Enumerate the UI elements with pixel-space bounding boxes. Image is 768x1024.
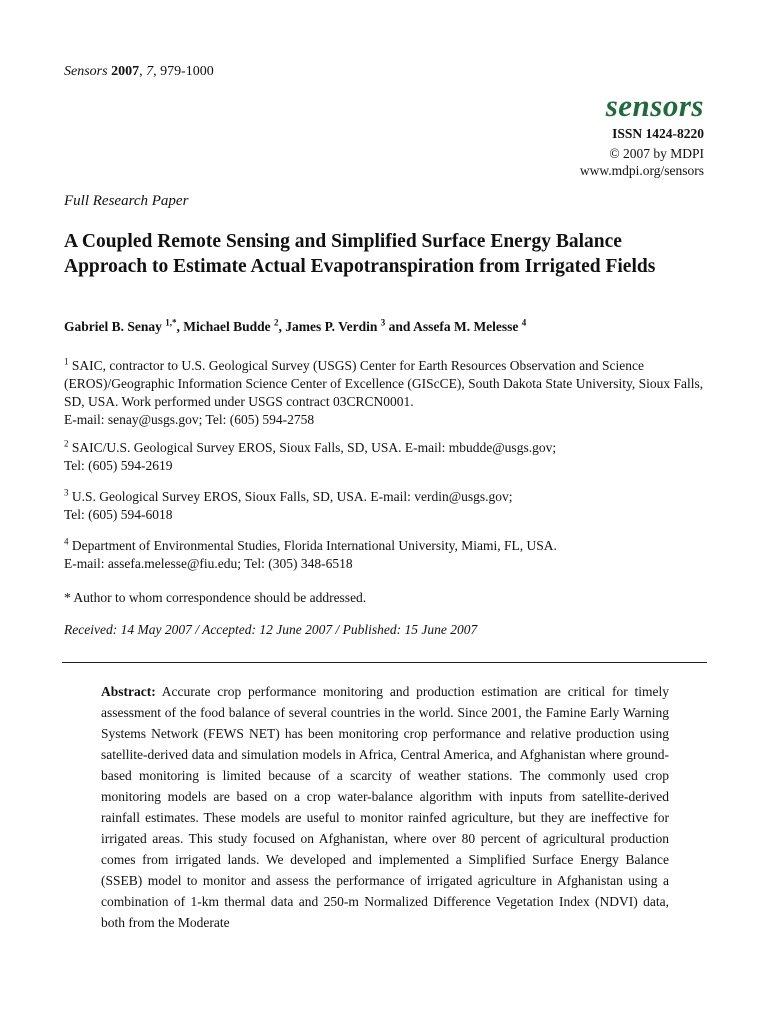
copyright: © 2007 by MDPI [609,146,704,161]
article-type: Full Research Paper [64,193,189,209]
abstract [101,681,669,933]
author-affil-mark: 4 [521,317,527,328]
publication-dates: Received: 14 May 2007 / Accepted: 12 June 2007 / Published: 15 June 2007 [64,622,478,637]
affiliation-text: Department of Environmental Studies, Florida International University, Miami, FL, USA. [71,538,557,553]
issn: ISSN 1424-8220 [612,126,704,141]
affiliation-number: 4 [64,536,69,547]
affiliation-text: SAIC, contractor to U.S. Geological Survey (USGS) Center for Earth Resources Observation and Science (EROS)/Geographic Information Science Center of Excellence (GIScCE), South Dakota State University, Sioux Falls, SD, USA. Work performed under USGS contract 03CRCN0001. [64,358,704,409]
author-affil-mark: 2 [274,317,279,328]
paper-title: A Coupled Remote Sensing and Simplified Surface Energy Balance Approach to Estimate Actual Evapotranspiration from Irrigated Fields [64,231,656,277]
journal-volume: 7 [146,64,154,79]
affiliation-contact: Tel: (605) 594-2619 [64,458,173,473]
author-name: Gabriel B. Senay [64,319,162,334]
affiliation-contact: Tel: (605) 594-6018 [64,507,173,522]
affiliation-contact: E-mail: assefa.melesse@fiu.edu; Tel: (305) 348-6518 [64,556,353,571]
author-name: Michael Budde [183,319,271,334]
affiliation-1 [64,357,714,429]
section-divider [62,662,707,663]
affiliation-number: 2 [64,438,69,449]
affiliation-text: SAIC/U.S. Geological Survey EROS, Sioux Falls, SD, USA. E-mail: mbudde@usgs.gov; [71,440,557,455]
affiliation-3 [64,488,714,524]
author-name: Assefa M. Melesse [413,319,519,334]
affiliation-4 [64,537,714,573]
affiliation-2 [64,439,714,475]
author-affil-mark: 3 [380,317,386,328]
affiliation-contact: E-mail: senay@usgs.gov; Tel: (605) 594-2758 [64,412,315,427]
abstract-label: Abstract: [101,684,156,699]
affiliation-text: U.S. Geological Survey EROS, Sioux Falls, SD, USA. E-mail: verdin@usgs.gov; [71,489,513,504]
author-name: James P. Verdin [285,319,378,334]
affiliation-number: 3 [64,487,69,498]
affiliation-number: 1 [64,356,69,367]
journal-website-link[interactable]: www.mdpi.org/sensors [579,163,704,178]
journal-logo: sensors [605,88,704,123]
journal-name: Sensors [64,64,108,79]
journal-year: 2007 [111,64,140,79]
author-list: Gabriel B. Senay $^{1,*}$, Michael Budde $^2$, James P. Verdin $^3$ and Assefa M. Melesse $^4$ [64,317,527,334]
journal-citation: Sensors 2007, 7, 979-1000 [64,64,214,79]
correspondence-note: * Author to whom correspondence should be addressed. [64,590,367,605]
abstract-text: Accurate crop performance monitoring and production estimation are critical for timely assessment of the food balance of several countries in the world. Since 2001, the Famine Early Warning Systems Network (FEWS NET) has been monitoring crop performance and relative production using satellite-derived data and simulation models in Africa, Central America, and Afghanistan where ground-based monitoring is limited because of a scarcity of weather stations. The commonly used crop monitoring models are based on a crop water-balance algorithm with inputs from satellite-derived rainfall estimates. These models are useful to monitor rainfed agriculture, but they are ineffective for irrigated areas. This study focused on Afghanistan, where over 80 percent of agricultural production comes from irrigated lands. We developed and implemented a Simplified Surface Energy Balance (SSEB) model to monitor and assess the performance of irrigated agriculture in Afghanistan using a combination of 1-km thermal data and 250-m Normalized Difference Vegetation Index (NDVI) data, both from the Moderate [101,684,669,930]
author-affil-mark: 1,* [165,317,177,328]
journal-pages: 979-1000 [160,64,214,79]
